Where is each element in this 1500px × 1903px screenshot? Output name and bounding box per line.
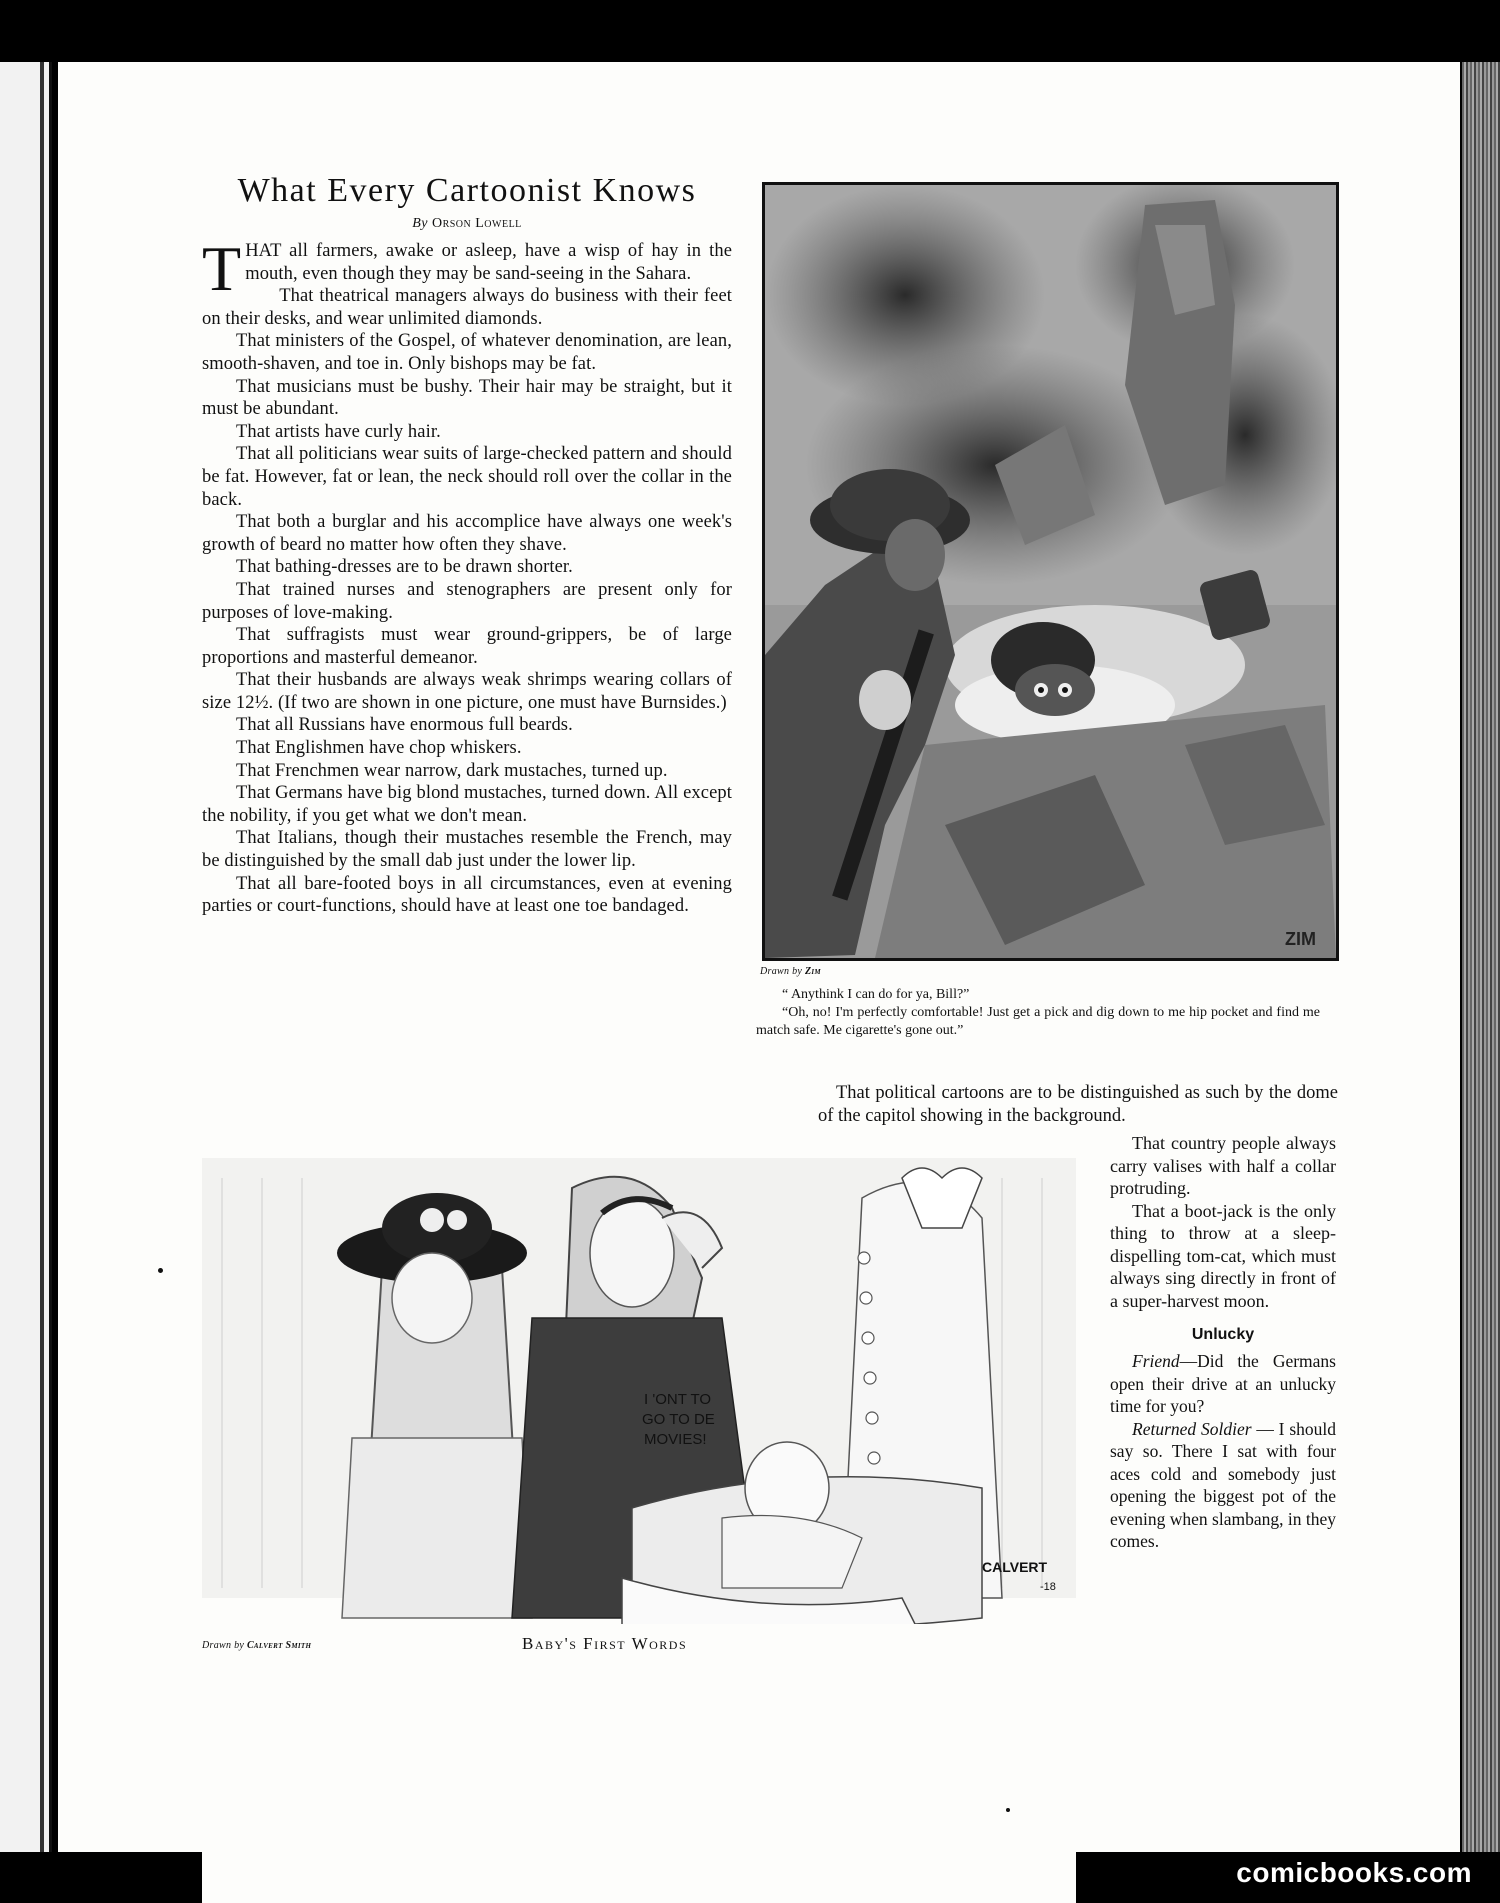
article xyxy=(202,170,732,918)
speaker-soldier: Returned Soldier xyxy=(1132,1418,1252,1439)
paragraph: That both a burglar and his accomplice have always one week's growth of beard no matter how often they shave. xyxy=(202,512,732,555)
ink-speck xyxy=(158,1268,163,1273)
paragraph: That all politicians wear suits of large-checked pattern and should be fat. However, fat or lean, the neck should roll over the collar in the back. xyxy=(202,444,732,510)
zim-signature: ZIM xyxy=(1285,929,1316,949)
article-continuation xyxy=(818,1082,1338,1127)
byline-name: Orson Lowell xyxy=(431,216,522,231)
article-body xyxy=(202,233,732,918)
joke-line xyxy=(1110,1418,1336,1553)
paragraph: That musicians must be bushy. Their hair may be straight, but it must be abundant. xyxy=(202,376,732,420)
speech-line: MOVIES! xyxy=(644,1431,707,1448)
drop-cap: T xyxy=(202,233,242,304)
calvert-year: -18 xyxy=(1040,1581,1056,1593)
paragraph: That their husbands are always weak shrimps wearing collars of size 12½. (If two are shown in one picture, one must have Burnsides.) xyxy=(202,670,732,713)
paragraph: That ministers of the Gospel, of whatever denomination, are lean, smooth-shaven, and toe in. Only bishops may be fat. xyxy=(202,331,732,374)
calvert-signature: CALVERT xyxy=(982,1559,1048,1575)
figure2-credit xyxy=(202,1640,311,1651)
paragraph: That Frenchmen wear narrow, dark mustaches, turned up. xyxy=(236,760,668,781)
paragraph: That bathing-dresses are to be drawn shorter. xyxy=(236,557,573,578)
unlucky-joke xyxy=(1110,1350,1336,1553)
war-cartoon-drawing xyxy=(765,185,1336,958)
baby-cartoon-drawing xyxy=(202,1158,1076,1903)
joke-text: —Did the Germans open their drive at an unlucky time for you? xyxy=(1110,1351,1336,1416)
paragraph: That Englishmen have chop whiskers. xyxy=(236,738,522,759)
paragraph: That all bare-footed boys in all circumstances, even at evening parties or court-functions, should have at least one toe bandaged. xyxy=(202,873,732,917)
speech-line: I 'ONT TO xyxy=(644,1391,712,1408)
paragraph: That all Russians have enormous full beards. xyxy=(236,715,573,736)
side-column xyxy=(1110,1132,1336,1553)
unlucky-heading: Unlucky xyxy=(1191,1326,1255,1343)
joke-line xyxy=(1110,1350,1336,1418)
paragraph: That country people always carry valises with half a collar protruding. xyxy=(1110,1133,1336,1198)
book-page-edges xyxy=(1462,62,1500,1852)
paragraph xyxy=(202,233,732,304)
speech-line: GO TO DE xyxy=(642,1411,715,1428)
paragraph: That Italians, though their mustaches resemble the French, may be distinguished by the small dab just under the lower lip. xyxy=(202,828,732,872)
paragraph-text: HAT all farmers, awake or asleep, have a wisp of hay in the mouth, even though they may be sand-seeing in the Sahara. xyxy=(245,241,732,284)
paragraph: That theatrical managers always do business with their feet on their desks, and wear unlimited diamonds. xyxy=(202,286,732,329)
figure1-caption xyxy=(756,986,1320,1040)
caption-line: “ Anythink I can do for ya, Bill?” xyxy=(782,987,970,1002)
joke-text: — I should say so. There I sat with four aces cold and somebody just opening the biggest pot of the evening when slambang, in they comes. xyxy=(1110,1418,1337,1551)
speaker-friend: Friend xyxy=(1132,1351,1180,1371)
paragraph: That political cartoons are to be distinguished as such by the dome of the capitol showing in the background. xyxy=(818,1083,1338,1126)
caption-line: “Oh, no! I'm perfectly comfortable! Just get a pick and dig down to me hip pocket and find me match safe. Me cigarette's gone out.” xyxy=(756,1005,1320,1038)
credit-prefix: Drawn by xyxy=(202,1640,245,1651)
credit-name: Zim xyxy=(804,966,821,977)
credit-name: Calvert Smith xyxy=(246,1640,312,1651)
baby-cartoon-illustration xyxy=(202,1158,1076,1903)
credit-prefix: Drawn by xyxy=(760,966,803,977)
paragraph: That a boot-jack is the only thing to throw at a sleep-dispelling tom-cat, which must always sing directly in front of a super-harvest moon. xyxy=(1110,1200,1336,1311)
watermark: comicbooks.com xyxy=(1236,1857,1472,1888)
figure2-title: Baby's First Words xyxy=(522,1634,688,1653)
ink-speck xyxy=(1006,1808,1010,1812)
war-cartoon-illustration xyxy=(762,182,1339,961)
article-title: What Every Cartoonist Knows xyxy=(237,172,697,209)
paragraph: That artists have curly hair. xyxy=(236,421,441,442)
figure1-credit xyxy=(760,966,821,977)
byline xyxy=(202,216,732,232)
byline-prefix: By xyxy=(412,216,428,231)
paragraph: That Germans have big blond mustaches, turned down. All except the nobility, if you get what we don't mean. xyxy=(202,783,732,826)
facing-page-edge xyxy=(0,62,52,1852)
paragraph: That suffragists must wear ground-grippers, be of large proportions and masterful demeanor. xyxy=(202,625,732,668)
paragraph: That trained nurses and stenographers are present only for purposes of love-making. xyxy=(202,579,732,623)
